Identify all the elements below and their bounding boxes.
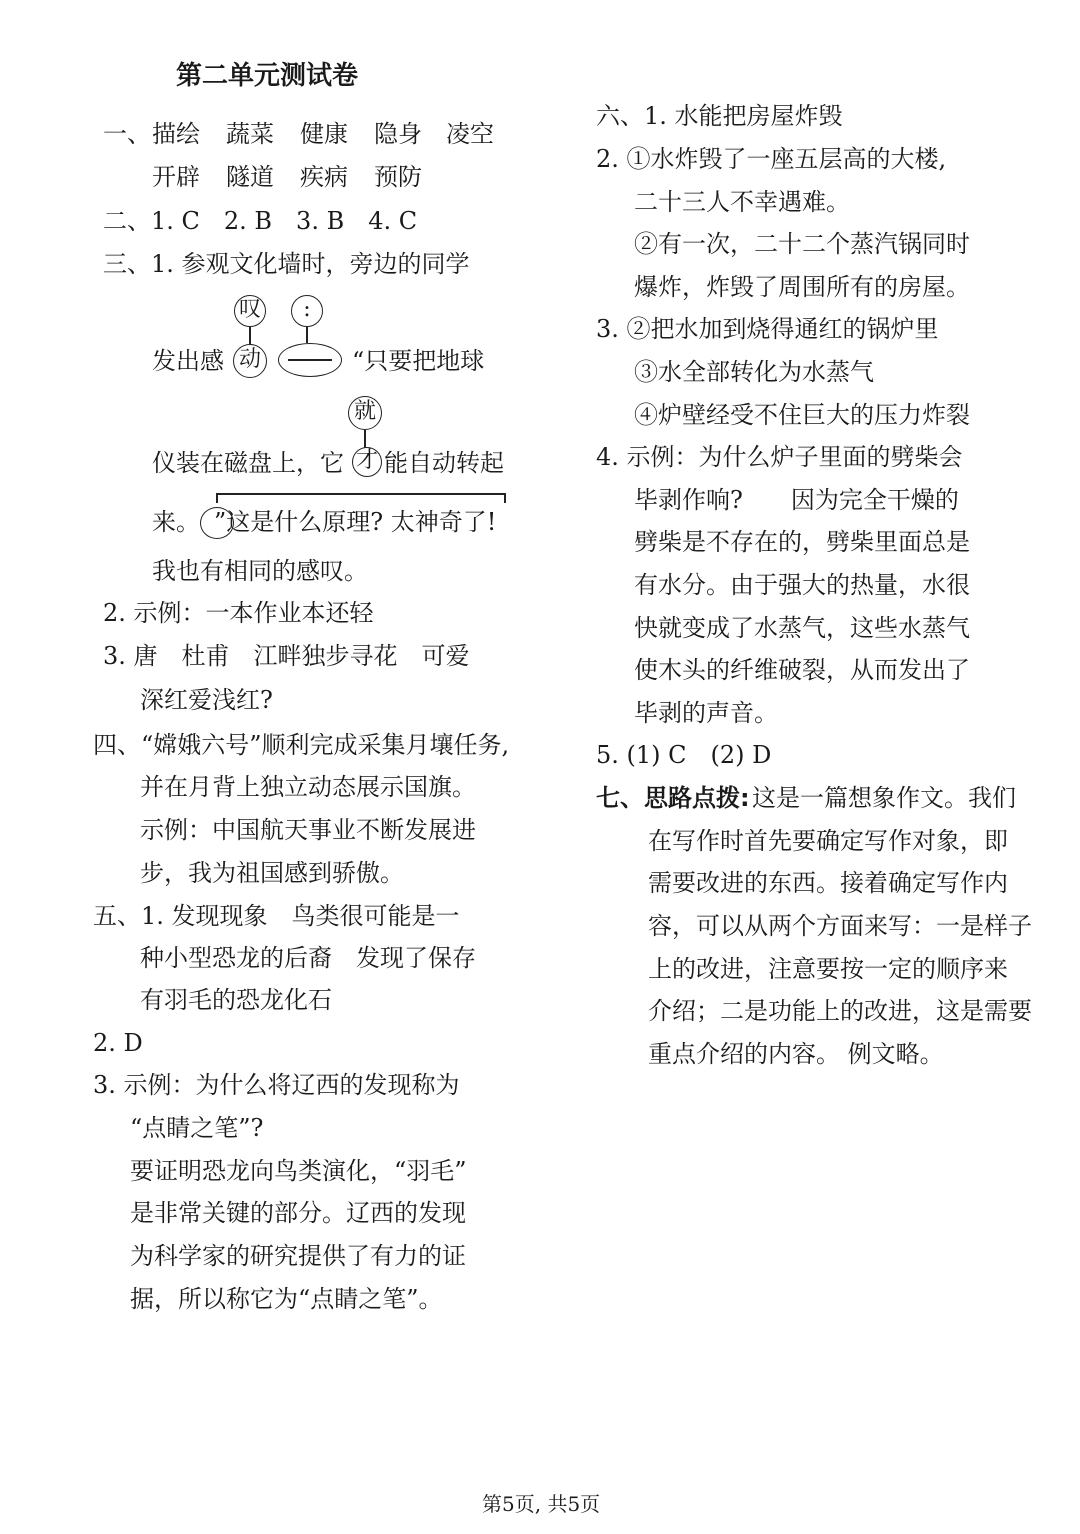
correction-circle-tan: 叹 [234, 295, 266, 327]
s1-word-3: 健康 [300, 120, 348, 148]
section-3-line-4-b: ”这是什么原理? 太神奇了! [214, 508, 497, 536]
correction-bracket [216, 493, 218, 503]
section-3-line-5: 我也有相同的感叹。 [152, 557, 368, 585]
section-5-line-3: 有羽毛的恐龙化石 [140, 986, 332, 1014]
section-6-q2-line-3: ②有一次，二十二个蒸汽锅同时 [634, 230, 970, 258]
section-6-q4-line-4: 有水分。由于强大的热量，水很 [634, 571, 970, 599]
section-7-line-3: 需要改进的东西。接着确定写作内 [648, 869, 1008, 897]
section-5-q3-line-2: “点睛之笔”? [130, 1114, 264, 1142]
s1-word-9: 预防 [374, 163, 422, 191]
section-7-label: 七、思路点拨: [596, 784, 750, 812]
section-6-q4-line-5: 快就变成了水蒸气，这些水蒸气 [634, 614, 970, 642]
section-7-line-1: 这是一篇想象作文。我们 [752, 784, 1016, 812]
page-footer: 第5页, 共5页 [482, 1492, 601, 1516]
correction-bracket [216, 493, 505, 495]
correction-bracket [504, 493, 506, 503]
section-6-q4-line-7: 毕剥的声音。 [634, 699, 778, 727]
section-6-q4-line-3: 劈柴是不存在的，劈柴里面总是 [634, 528, 970, 556]
s1-word-4: 隐身 [374, 120, 422, 148]
section-6-q4-line-2: 毕剥作响? 因为完全干燥的 [634, 486, 959, 514]
s1-word-7: 隧道 [226, 163, 274, 191]
section-6-q4-line-1: 4. 示例：为什么炉子里面的劈柴会 [596, 443, 963, 471]
section-3-q3-line-2: 深红爱浅红? [140, 686, 273, 714]
section-3-line-4-a: 来。 [152, 508, 200, 536]
section-2-answers: 二、1. C 2. B 3. B 4. C [103, 207, 418, 235]
section-6-q3-line-2: ③水全部转化为水蒸气 [634, 358, 874, 386]
s1-word-8: 疾病 [300, 163, 348, 191]
correction-connector [306, 327, 308, 343]
correction-circle-jiu: 就 [348, 396, 382, 430]
section-3-line-3-b: 能自动转起 [384, 449, 504, 477]
s1-word-1: 描绘 [152, 120, 200, 148]
section-5-q3-line-1: 3. 示例：为什么将辽西的发现称为 [93, 1071, 460, 1099]
section-3-line-1: 三、1. 参观文化墙时，旁边的同学 [103, 250, 470, 278]
section-3-q3-line-1: 3. 唐 杜甫 江畔独步寻花 可爱 [103, 642, 470, 670]
section-3-q2: 2. 示例：一本作业本还轻 [103, 599, 374, 627]
section-4-line-1: 四、“嫦娥六号”顺利完成采集月壤任务, [93, 731, 510, 759]
section-5-line-1: 五、1. 发现现象 鸟类很可能是一 [93, 902, 460, 930]
section-7-line-2: 在写作时首先要确定写作对象，即 [648, 827, 1008, 855]
correction-dash [288, 359, 332, 361]
section-6-q3-line-3: ④炉壁经受不住巨大的压力炸裂 [634, 401, 970, 429]
section-6-q2-line-4: 爆炸，炸毁了周围所有的房屋。 [634, 273, 970, 301]
s1-word-2: 蔬菜 [226, 120, 274, 148]
section-5-q3-line-6: 据，所以称它为“点睛之笔”。 [130, 1285, 443, 1313]
section-6-q5: 5. (1) C (2) D [596, 741, 772, 769]
section-4-line-2: 并在月背上独立动态展示国旗。 [140, 773, 476, 801]
correction-circle-dong: 动 [233, 344, 267, 378]
section-5-q2: 2. D [93, 1029, 143, 1057]
section-6-q3-line-1: 3. ②把水加到烧得通红的锅炉里 [596, 315, 939, 343]
section-5-q3-line-4: 是非常关键的部分。辽西的发现 [130, 1199, 466, 1227]
correction-connector [364, 430, 366, 448]
section-3-line-3-a: 仪装在磁盘上，它 [152, 449, 344, 477]
section-1-number: 一、 [103, 120, 151, 148]
section-3-line-2-text: 发出感 [152, 347, 224, 375]
section-7-line-6: 介绍；二是功能上的改进，这是需要 [648, 997, 1032, 1025]
section-6-q1: 六、1. 水能把房屋炸毁 [596, 102, 843, 130]
section-6-q4-line-6: 使木头的纤维破裂，从而发出了 [634, 656, 970, 684]
correction-connector [249, 327, 251, 345]
section-6-q2-line-2: 二十三人不幸遇难。 [634, 188, 850, 216]
section-7-line-5: 上的改进，注意要按一定的顺序来 [648, 955, 1008, 983]
section-4-line-3: 示例：中国航天事业不断发展进 [140, 816, 476, 844]
page-title: 第二单元测试卷 [176, 61, 359, 91]
section-4-line-4: 步，我为祖国感到骄傲。 [140, 859, 404, 887]
section-7-line-4: 容，可以从两个方面来写：一是样子 [648, 912, 1032, 940]
section-6-q2-line-1: 2. ①水炸毁了一座五层高的大楼, [596, 145, 947, 173]
section-7-line-7: 重点介绍的内容。 例文略。 [648, 1040, 944, 1068]
section-5-line-2: 种小型恐龙的后裔 发现了保存 [140, 944, 476, 972]
section-5-q3-line-3: 要证明恐龙向鸟类演化，“羽毛” [130, 1157, 467, 1185]
section-5-q3-line-5: 为科学家的研究提供了有力的证 [130, 1242, 466, 1270]
correction-circle-cai: 才 [352, 447, 382, 477]
correction-circle-colon: : [291, 295, 323, 327]
section-3-line-2-quote: “只要把地球 [352, 347, 485, 375]
s1-word-6: 开辟 [152, 163, 200, 191]
s1-word-5: 凌空 [446, 120, 494, 148]
